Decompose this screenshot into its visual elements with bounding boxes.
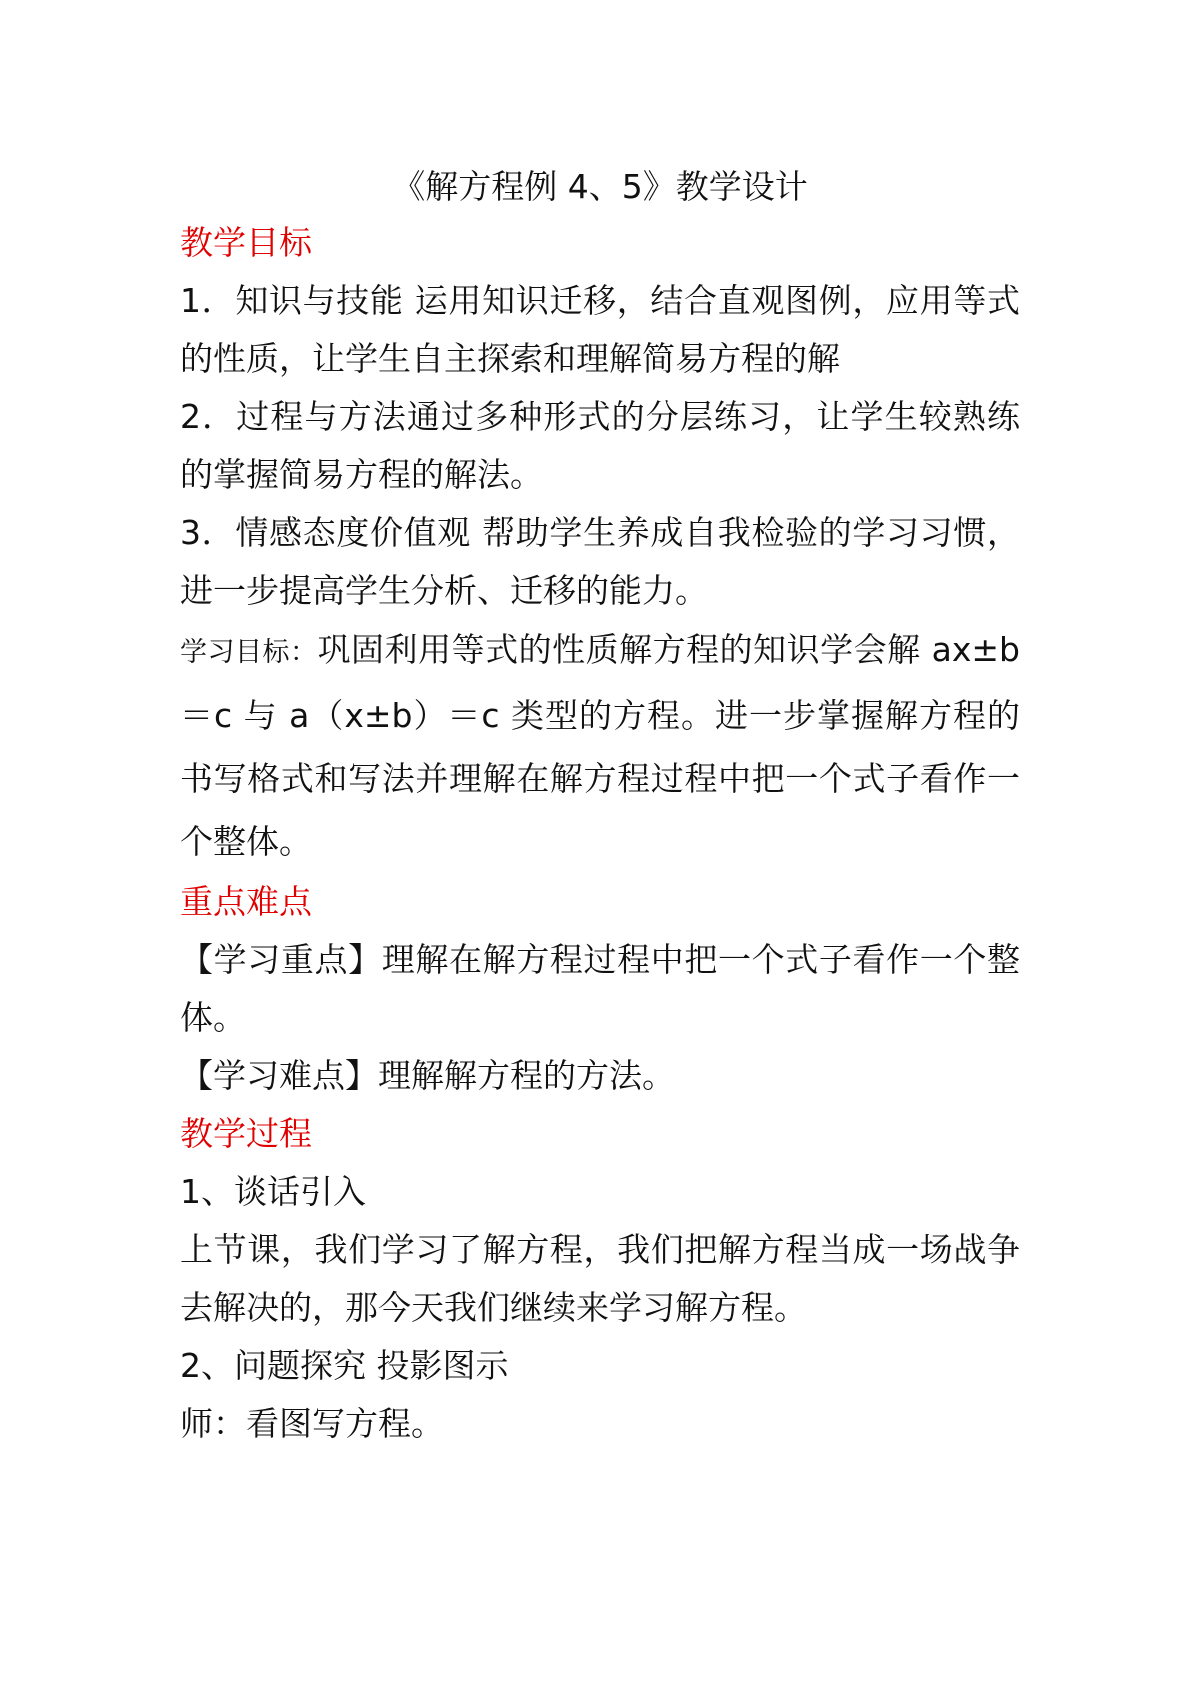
step-1-title: 1、谈话引入 (180, 1172, 366, 1211)
learning-goal-text: 巩固利用等式的性质解方程的知识学会解 ax±b＝c 与 a（x±b）＝c 类型的方程。进一步掌握解方程的书写格式和写法并理解在解方程过程中把一个式子看作一个整体。 (180, 630, 1021, 861)
document-title: 《解方程例 4、5》教学设计 (392, 167, 808, 206)
process-heading: 教学过程 (180, 1114, 312, 1153)
document-page (180, 158, 1020, 1453)
objective-2: 2．过程与方法通过多种形式的分层练习，让学生较熟练的掌握简易方程的解法。 (180, 397, 1020, 494)
learning-goal (180, 618, 1020, 873)
step-1-text: 上节课，我们学习了解方程，我们把解方程当成一场战争去解决的，那今天我们继续来学习解方程。 (180, 1230, 1020, 1327)
key-point: 【学习重点】理解在解方程过程中把一个式子看作一个整体。 (180, 940, 1020, 1037)
objectives-heading: 教学目标 (180, 223, 312, 262)
step-2-title: 2、问题探究 投影图示 (180, 1346, 509, 1385)
teacher-line: 师：看图写方程。 (180, 1404, 444, 1443)
learning-goal-label: 学习目标： (180, 637, 318, 668)
difficult-point: 【学习难点】理解解方程的方法。 (180, 1056, 675, 1095)
objective-1: 1．知识与技能 运用知识迁移，结合直观图例，应用等式的性质，让学生自主探索和理解简易方程的解 (180, 281, 1020, 378)
objective-3: 3．情感态度价值观 帮助学生养成自我检验的学习习惯，进一步提高学生分析、迁移的能力。 (180, 513, 1020, 610)
key-points-heading: 重点难点 (180, 882, 312, 921)
